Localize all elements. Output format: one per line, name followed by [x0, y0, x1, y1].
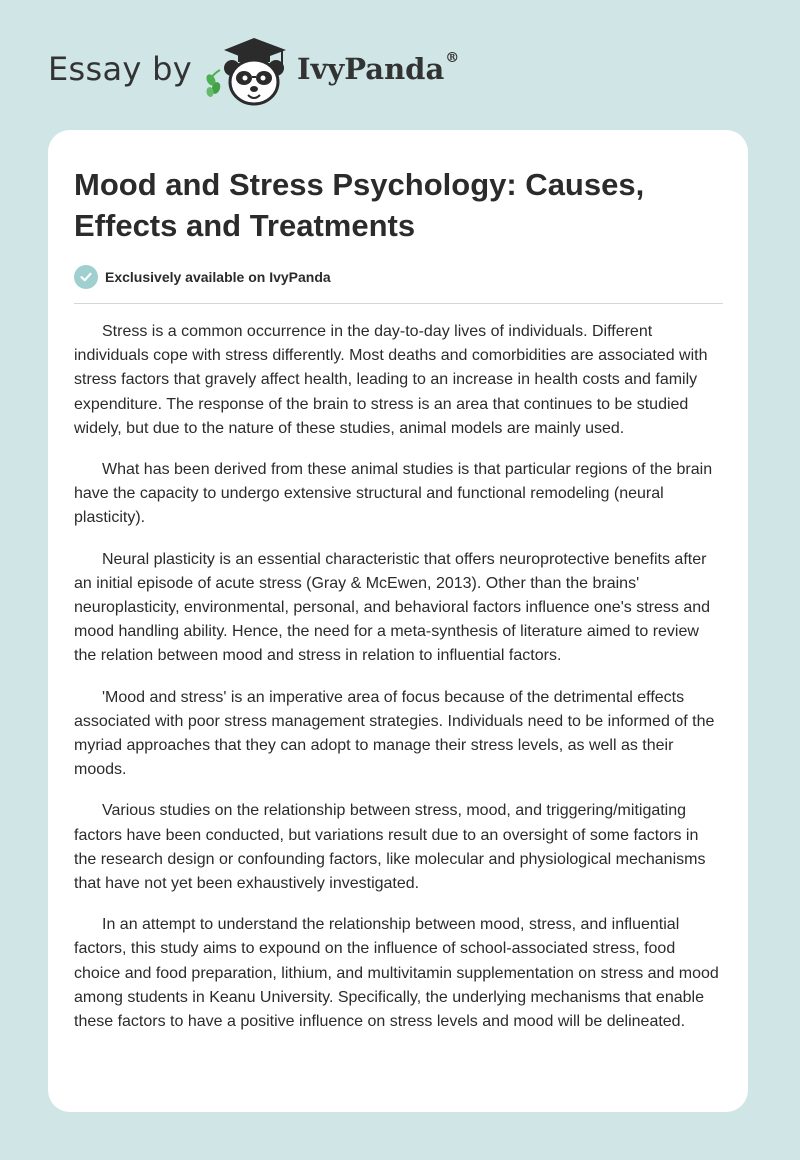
essay-card: [48, 130, 748, 1112]
divider: [74, 303, 723, 304]
registered-mark: ®: [445, 50, 460, 66]
paragraph: What has been derived from these animal studies is that particular regions of the brain have the capacity to undergo extensive structural and functional remodeling (neural plasticity).: [74, 461, 713, 527]
paragraph: In an attempt to understand the relationship between mood, stress, and influential factors, this study aims to expound on the influence of school-associated stress, food choice and food preparation, lithium, and multivitamin supplementation on stress and mood among students in Keanu University. Specifically, the underlying mechanisms that enable these factors to have a positive influence on stress levels and mood will be delineated.: [74, 916, 719, 1031]
panda-logo-icon[interactable]: [202, 36, 294, 108]
paragraph: Neural plasticity is an essential characteristic that offers neuroprotective benefits after an initial episode of acute stress (Gray & McEwen, 2013). Other than the brains' neuroplasticity, environmental, personal, and behavioral factors influence one's stress and mood handling ability. Hence, the need for a meta-synthesis of literature aimed to review the relation between mood and stress in relation to influential factors.: [74, 550, 711, 665]
paragraph: Stress is a common occurrence in the day-to-day lives of individuals. Different individuals cope with stress differently. Most deaths and comorbidities are associated with stress factors that gravely affect health, leading to an increase in health costs and family expenditure. The response of the brain to stress is an area that continues to be studied widely, but due to the nature of these studies, animal models are mainly used.: [74, 323, 708, 437]
paragraph: 'Mood and stress' is an imperative area of focus because of the detrimental effects associated with poor stress management strategies. Individuals need to be informed of the myriad approaches that they can adopt to manage their stress levels, as well as their moods.: [74, 688, 715, 779]
page-title: Mood and Stress Psychology: Causes, Effects and Treatments: [74, 167, 645, 243]
essay-body: [74, 320, 724, 1051]
site-header: [0, 0, 800, 130]
essay-by-label: Essay by: [48, 50, 192, 88]
brand-text: IvyPanda: [297, 52, 445, 86]
exclusive-badge: [74, 264, 331, 290]
paragraph: Various studies on the relationship between stress, mood, and triggering/mitigating factors have been conducted, but variations result due to an oversight of some factors in the research design or confounding factors, like molecular and physiological mechanisms that have not yet been exhaustively investigated.: [74, 802, 706, 893]
brand-name[interactable]: [297, 52, 459, 86]
checkmark-icon: [74, 265, 98, 289]
exclusive-label: Exclusively available on IvyPanda: [105, 269, 331, 285]
